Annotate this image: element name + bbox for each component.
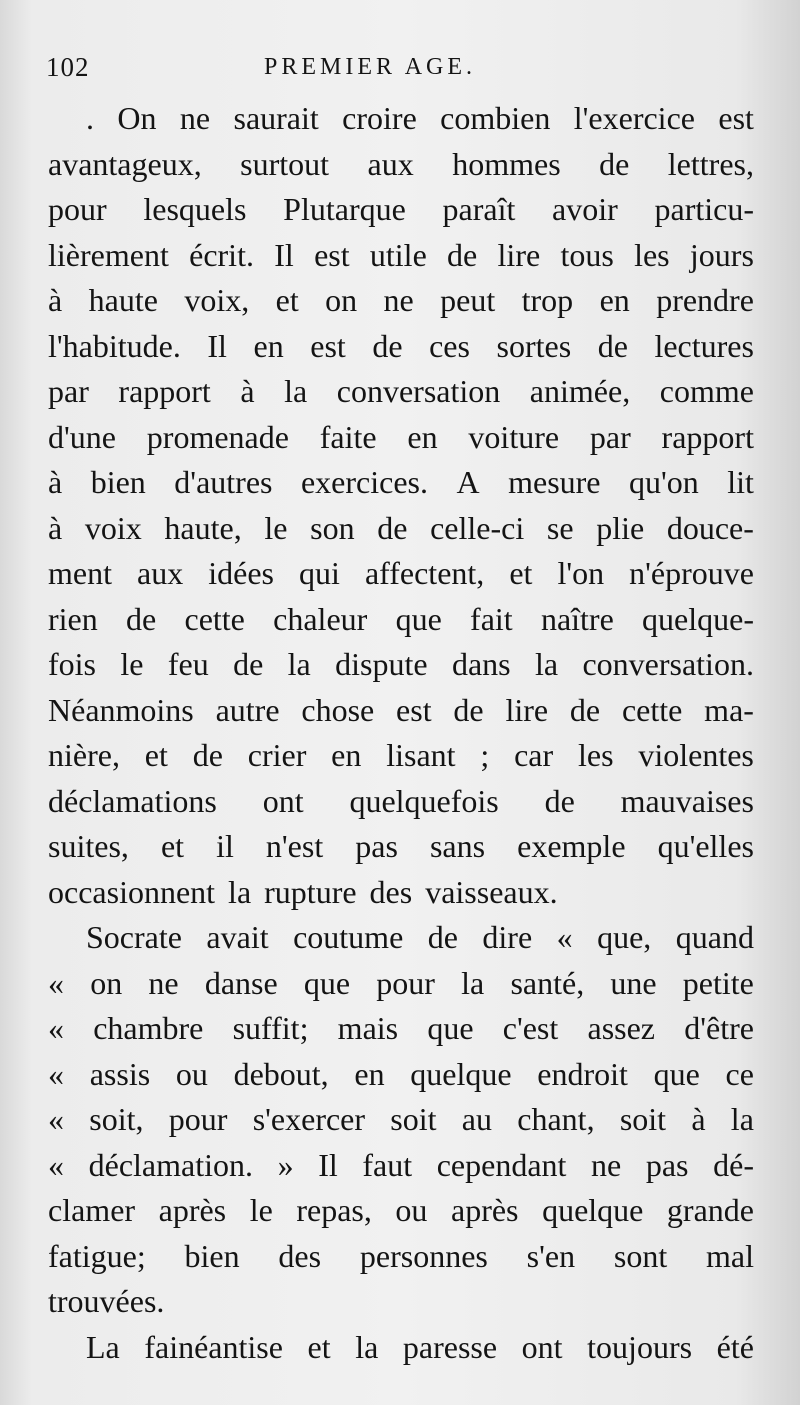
text-line: fatigue; bien des personnes s'en sont mal (48, 1237, 754, 1274)
text-line: l'habitude. Il en est de ces sortes de lectures (48, 327, 754, 364)
text-line: lièrement écrit. Il est utile de lire tous les jours (48, 236, 754, 273)
text-line: par rapport à la conversation animée, comme (48, 373, 754, 409)
page-number: 102 (46, 52, 90, 82)
text-line: Socrate avait coutume de dire « que, quand (86, 919, 754, 955)
text-line: rien de cette chaleur que fait naître quelque- (48, 600, 754, 637)
text-line: clamer après le repas, ou après quelque grande (48, 1192, 754, 1228)
text-line: pour lesquels Plutarque paraît avoir particu- (48, 191, 754, 227)
text-line: nière, et de crier en lisant ; car les violentes (48, 737, 754, 773)
text-line: à haute voix, et on ne peut trop en prendre (48, 282, 754, 318)
text-line: . On ne saurait croire combien l'exercice est (86, 100, 754, 136)
text-line: Néanmoins autre chose est de lire de cette ma- (48, 691, 754, 728)
text-line: La fainéantise et la paresse ont toujours été (86, 1328, 754, 1365)
text-line: d'une promenade faite en voiture par rapport (48, 418, 754, 455)
text-line: suites, et il n'est pas sans exemple qu'elles (48, 828, 754, 864)
text-line: « on ne danse que pour la santé, une petite (48, 964, 754, 1001)
text-line: à bien d'autres exercices. A mesure qu'on lit (48, 464, 754, 500)
text-line: « déclamation. » Il faut cependant ne pas dé- (48, 1146, 754, 1183)
text-line: « soit, pour s'exercer soit au chant, soit à la (48, 1101, 754, 1137)
body-text (48, 96, 754, 1370)
text-line: occasionnent la rupture des vaisseaux. (48, 873, 558, 910)
page-header (46, 52, 746, 92)
text-line: « chambre suffit; mais que c'est assez d'être (48, 1010, 754, 1046)
paragraph (48, 96, 754, 915)
text-line: ment aux idées qui affectent, et l'on n'éprouve (48, 555, 754, 591)
text-line: déclamations ont quelquefois de mauvaises (48, 782, 754, 819)
text-line: trouvées. (48, 1283, 165, 1319)
paragraph (48, 915, 754, 1325)
text-line: avantageux, surtout aux hommes de lettres, (48, 145, 754, 182)
text-line: à voix haute, le son de celle-ci se plie douce- (48, 509, 754, 546)
text-line: « assis ou debout, en quelque endroit que ce (48, 1055, 754, 1092)
running-title: PREMIER AGE. (264, 54, 477, 80)
text-line: fois le feu de la dispute dans la conversation. (48, 646, 754, 682)
paragraph (48, 1325, 754, 1371)
